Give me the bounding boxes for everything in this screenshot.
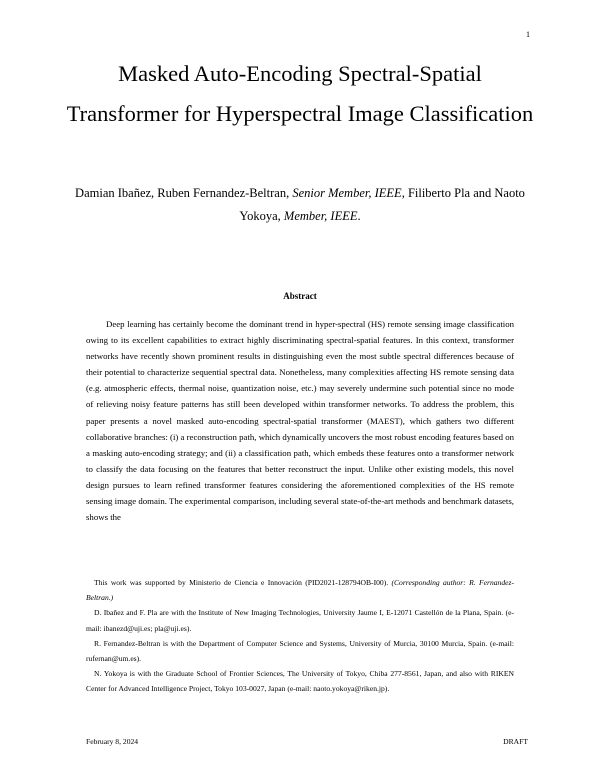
- paper-title: Masked Auto-Encoding Spectral-Spatial Transformer for Hyperspectral Image Classification: [66, 61, 534, 126]
- author-role-1: Senior Member, IEEE: [292, 186, 402, 200]
- footnotes: [86, 575, 514, 697]
- author-names-2: , Filiberto Pla and Naoto Yokoya,: [239, 186, 525, 223]
- author-list: [60, 182, 540, 228]
- footnote-affiliation-3: N. Yokoya is with the Graduate School of Frontier Sciences, The University of Tokyo, Chiba 277-8561, Japan, and also with RIKEN Center for Advanced Intelligence Project, Tokyo 103-0027, Japan (e-mail: naoto.yokoya@riken.jp).: [86, 669, 514, 694]
- author-names-1: Damian Ibañez, Ruben Fernandez-Beltran,: [75, 186, 293, 200]
- corresponding-author: (Corresponding author: R. Fernandez-Beltran.): [86, 578, 514, 603]
- page-number: 1: [526, 30, 530, 39]
- author-end: .: [357, 209, 361, 223]
- abstract-heading: Abstract: [283, 291, 317, 301]
- footer-draft-label: DRAFT: [503, 737, 528, 746]
- abstract-text: Deep learning has certainly become the dominant trend in hyper-spectral (HS) remote sensing image classification owing to its excellent capabilities to extract highly discriminating spectral-spatial features. In this context, transformer networks have recently shown prominent results in distinguishing even the most subtle spectral differences because of their potential to characterize sequential spectral data. Nonetheless, many complexities affecting HS remote sensing data (e.g. atmospheric effects, thermal noise, quantization noise, etc.) may severely undermine such potential since no mode of relieving noisy feature patterns has still been developed within transformer networks. To address the problem, this paper presents a novel masked auto-encoding spectral-spatial transformer (MAEST), which gathers two different collaborative branches: (i) a reconstruction path, which dynamically uncovers the most robust encoding features based on a masking auto-encoding strategy; and (ii) a classification path, which embeds these features onto a transformer network to classify the data focusing on the features that better reconstruct the input. Unlike other existing models, this novel design pursues to learn refined transformer features considering the aforementioned complexities of the HS remote sensing image domain. The experimental comparison, including several state-of-the-art methods and benchmark datasets, shows the: [86, 319, 514, 523]
- footnote-affiliation-1: D. Ibañez and F. Pla are with the Institute of New Imaging Technologies, University Jaume I, E-12071 Castellón de la Plana, Spain. (e-mail: ibanezd@uji.es; pla@uji.es).: [86, 608, 514, 633]
- footnote-affiliation-2: R. Fernandez-Beltran is with the Department of Computer Science and Systems, University of Murcia, 30100 Murcia, Spain. (e-mail: rufernan@um.es).: [86, 638, 514, 664]
- author-role-2: Member, IEEE: [283, 209, 358, 223]
- footer-date: February 8, 2024: [86, 737, 139, 746]
- footnote-funding: [86, 575, 514, 605]
- funding-text: This work was supported by Ministerio de Ciencia e Innovación (PID2021-128794OB-I00).: [94, 578, 392, 587]
